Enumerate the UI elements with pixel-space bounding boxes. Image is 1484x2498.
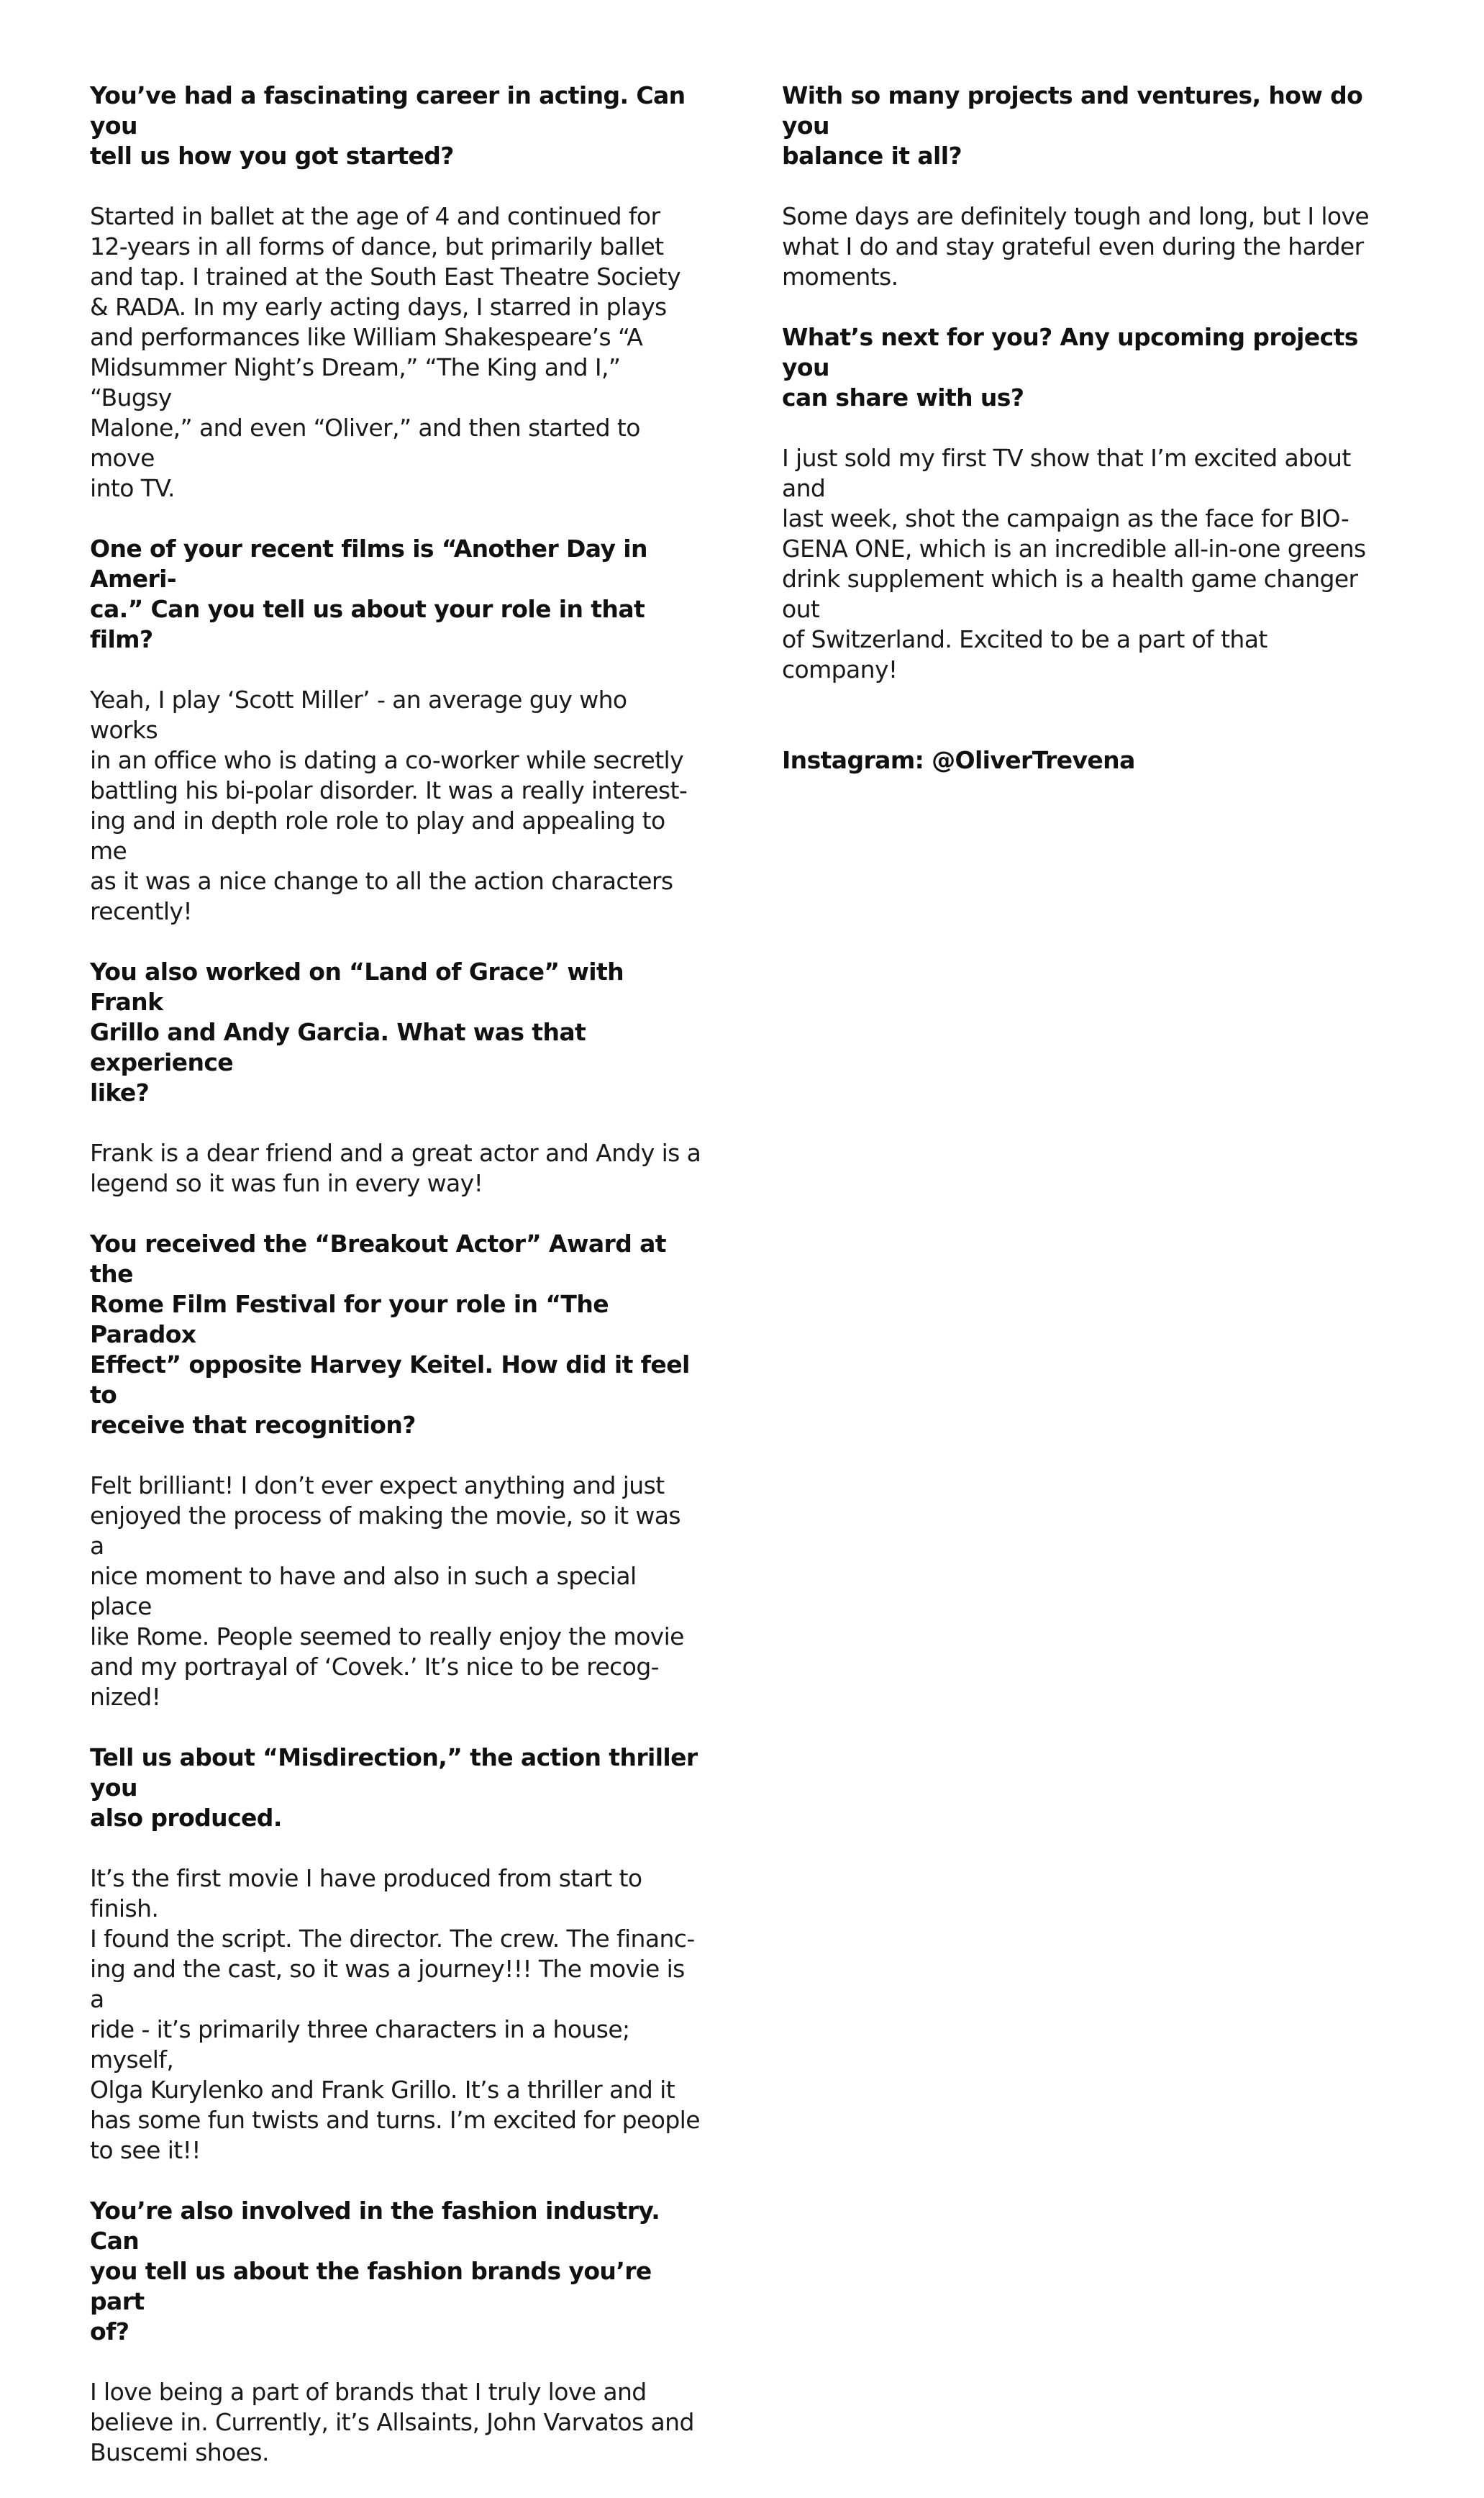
question-balance: With so many projects and ventures, how do you balance it all? xyxy=(782,81,1363,170)
answer-land-of-grace: Frank is a dear friend and a great actor and Andy is a legend so it was fun in every way! xyxy=(90,1139,701,1197)
question-fashion-brands: You’re also involved in the fashion industry. Can you tell us about the fashion brands you’re part of? xyxy=(90,2197,660,2345)
answer-balance: Some days are definitely tough and long, but I love what I do and stay grateful even during the harder moments. xyxy=(782,202,1370,291)
left-column xyxy=(90,81,701,2498)
question-whats-next: What’s next for you? Any upcoming projects you can share with us? xyxy=(782,323,1358,412)
answer-another-day-in-america: Yeah, I play ‘Scott Miller’ - an average guy who works in an office who is dating a co-worker while secretly battling his bi-polar disorder. It was a really interest- ing and in depth role role to play and appealing to me as it was a nice change to all the action characters recently! xyxy=(90,686,688,925)
answer-fashion-brands: I love being a part of brands that I truly love and believe in. Currently, it’s Allsaints, John Varvatos and Buscemi shoes. xyxy=(90,2378,694,2466)
spacer xyxy=(782,715,1390,745)
answer-breakout-actor-award: Felt brilliant! I don’t ever expect anything and just enjoyed the process of making the movie, so it was a nice moment to have and also in such a special place like Rome. People seemed to really enjoy the movie and my portrayal of ‘Covek.’ It’s nice to be recog- nized! xyxy=(90,1471,684,1711)
answer-whats-next: I just sold my first TV show that I’m excited about and last week, shot the campaign as the face for BIO- GENA ONE, which is an incredible all-in-one greens drink supplement which is a health game changer out of Switzerland. Excited to be a part of that company! xyxy=(782,444,1366,683)
answer-misdirection: It’s the first movie I have produced from start to finish. I found the script. The director. The crew. The financ- ing and the cast, so it was a journey!!! The movie is a ride - it’s primarily three characters in a house; myself, Olga Kurylenko and Frank Grillo. It’s a thriller and it has some fun twists and turns. I’m excited for people to see it!! xyxy=(90,1864,700,2164)
answer-career-start: Started in ballet at the age of 4 and continued for 12-years in all forms of dance, but primarily ballet and tap. I trained at the South East Theatre Society & RADA. In my early acting days, I starred in plays and performances like William Shakespeare’s “A Midsummer Night’s Dream,” “The King and I,” “Bugsy Malone,” and even “Oliver,” and then started to move into TV. xyxy=(90,202,681,502)
question-land-of-grace: You also worked on “Land of Grace” with Frank Grillo and Andy Garcia. What was that experience like? xyxy=(90,958,624,1107)
question-career-start: You’ve had a fascinating career in acting. Can you tell us how you got started? xyxy=(90,81,686,170)
question-misdirection: Tell us about “Misdirection,” the action thriller you also produced. xyxy=(90,1743,698,1832)
right-column xyxy=(782,81,1390,776)
instagram-handle: Instagram: @OliverTrevena xyxy=(782,746,1135,774)
question-breakout-actor-award: You received the “Breakout Actor” Award at the Rome Film Festival for your role in “The Paradox Effect” opposite Harvey Keitel. How did it feel to receive that recognition? xyxy=(90,1230,690,1439)
question-another-day-in-america: One of your recent films is “Another Day in Ameri- ca.” Can you tell us about your role in that film? xyxy=(90,535,647,653)
